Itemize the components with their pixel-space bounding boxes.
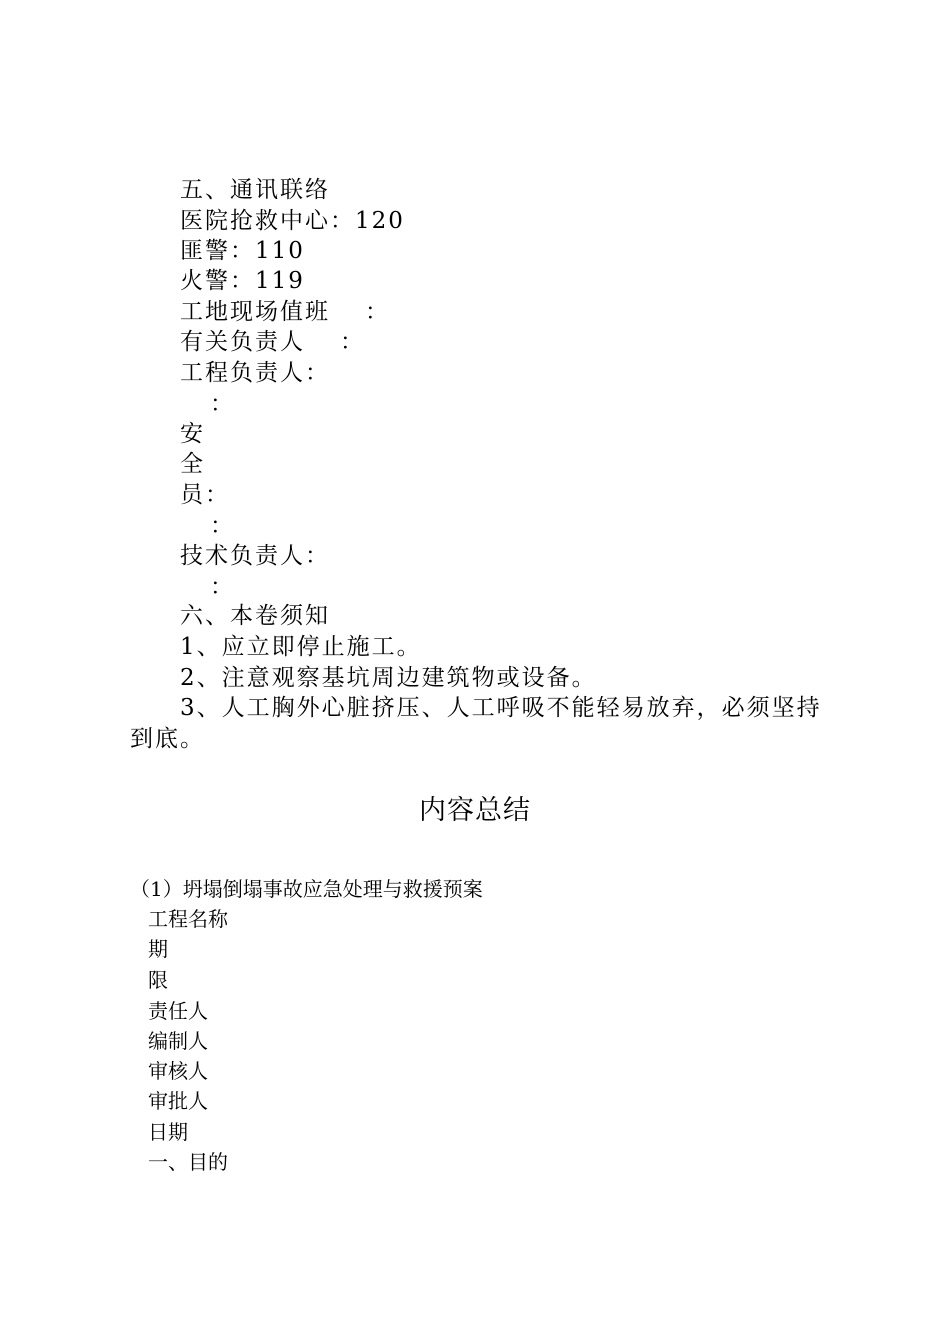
police-contact: 匪警：110: [180, 238, 305, 264]
safety-officer-char3: 员：: [180, 482, 230, 508]
section6-item-3-line1: 3、人工胸外心脏挤压、人工呼吸不能轻易放弃，必须坚持: [180, 695, 822, 721]
site-duty-colon: ：: [365, 299, 390, 325]
summary-intro: （1）坍塌倒塌事故应急处理与救援预案: [130, 877, 483, 901]
fire-contact: 火警：119: [180, 268, 305, 294]
person-in-charge-colon: ：: [340, 329, 365, 355]
summary-item: 审批人: [148, 1089, 208, 1113]
section6-item-2: 2、注意观察基坑周边建筑物或设备。: [180, 665, 597, 691]
engineering-lead-value: ：: [210, 391, 235, 417]
summary-item: 期: [148, 937, 168, 961]
summary-item: 编制人: [148, 1029, 208, 1053]
hospital-contact: 医院抢救中心：120: [180, 208, 405, 234]
person-in-charge-label: 有关负责人: [180, 329, 305, 355]
tech-lead-label: 技术负责人：: [180, 543, 330, 569]
engineering-lead-label: 工程负责人：: [180, 360, 330, 386]
section6-heading: 六、本卷须知: [180, 603, 330, 629]
summary-item: 一、目的: [148, 1150, 228, 1174]
site-duty-label: 工地现场值班: [180, 299, 330, 325]
summary-item: 日期: [148, 1120, 188, 1144]
summary-item: 工程名称: [148, 907, 228, 931]
summary-title: 内容总结: [419, 795, 531, 826]
safety-officer-char2: 全: [180, 451, 205, 477]
section6-item-3-line2: 到底。: [130, 726, 205, 752]
summary-item: 限: [148, 968, 168, 992]
summary-item: 审核人: [148, 1059, 208, 1083]
safety-officer-char1: 安: [180, 421, 205, 447]
safety-officer-value: ：: [210, 513, 235, 539]
tech-lead-value: ：: [210, 574, 235, 600]
section5-heading: 五、通讯联络: [180, 177, 330, 203]
section6-item-1: 1、应立即停止施工。: [180, 634, 422, 660]
summary-item: 责任人: [148, 999, 208, 1023]
